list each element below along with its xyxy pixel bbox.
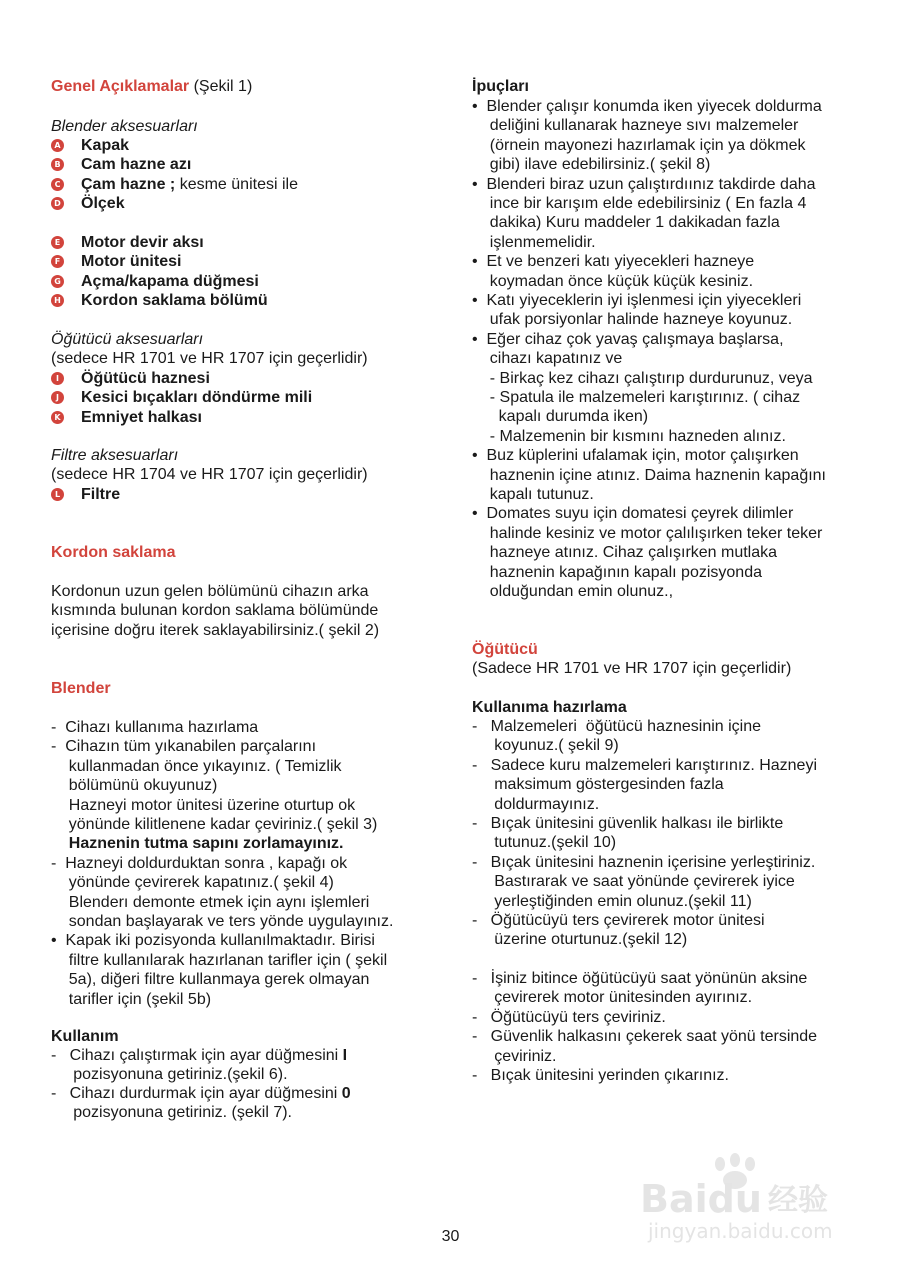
part-item bbox=[51, 136, 129, 155]
text-line: halinde kesiniz ve motor çalılışırken teker teker bbox=[472, 524, 823, 542]
text-line: • Et ve benzeri katı yiyecekleri hazneye bbox=[472, 253, 755, 271]
part-name: Öğütücü haznesi bbox=[81, 370, 210, 387]
text-line: deliğini kullanarak hazneye sıvı malzemeler bbox=[472, 117, 799, 135]
part-name: Kordon saklama bölümü bbox=[81, 292, 268, 310]
text-line: çeviriniz. bbox=[472, 1047, 557, 1065]
part-item bbox=[51, 175, 298, 194]
text-line: - Öğütücüyü ters çevirerek motor ünitesi bbox=[472, 912, 765, 929]
part-name: Ölçek bbox=[81, 195, 125, 213]
text-line: - Malzemenin bir kısmını hazneden alınız. bbox=[472, 427, 786, 445]
page-number: 30 bbox=[441, 1228, 460, 1245]
watermark-cn: 经验 bbox=[768, 1183, 828, 1218]
grinder-note: (sedece HR 1701 ve HR 1707 için geçerlidir) bbox=[51, 350, 368, 367]
text-line: kullanmadan önce yıkayınız. ( Temizlik bbox=[51, 757, 342, 775]
part-letter-badge: I bbox=[51, 372, 64, 385]
text-line: haznenin kapağının kapalı pozisyonda bbox=[472, 563, 762, 581]
part-name: Kapak bbox=[81, 137, 130, 154]
usage-line-stop-cont: pozisyonuna getiriniz. (şekil 7). bbox=[51, 1104, 292, 1121]
part-letter-badge: L bbox=[51, 488, 64, 501]
text-line: - Malzemeleri öğütücü haznesinin içine bbox=[472, 718, 762, 735]
text-line: içerisine doğru iterek saklayabilirsiniz.( şekil 2) bbox=[51, 621, 380, 639]
text-line: işlenmemelidir. bbox=[472, 233, 596, 251]
text-line: - Bıçak ünitesini yerinden çıkarınız. bbox=[472, 1067, 729, 1084]
text-line: • Buz küplerini ufalamak için, motor çalışırken bbox=[472, 447, 799, 465]
usage-line-start: - Cihazı çalıştırmak için ayar düğmesini I bbox=[51, 1047, 348, 1064]
text-line: - Bıçak ünitesini haznenin içerisine yerleştiriniz. bbox=[472, 853, 816, 871]
text-line: koymadan önce küçük küçük kesiniz. bbox=[472, 272, 754, 290]
text-line: - Sadece kuru malzemeleri karıştırınız. Hazneyi bbox=[472, 756, 818, 774]
text-line: • Eğer cihaz çok yavaş çalışmaya başlarsa, bbox=[472, 330, 784, 348]
part-name: Çam hazne ; bbox=[81, 175, 176, 193]
text-line: yönünde çevirerek kapatınız.( şekil 4) bbox=[51, 874, 334, 892]
grinder-accessories-label: Öğütücü aksesuarları bbox=[51, 331, 204, 348]
baidu-watermark bbox=[640, 1150, 860, 1245]
preparation-heading: Kullanıma hazırlama bbox=[472, 699, 627, 716]
watermark-url: jingyan.baidu.com bbox=[648, 1219, 833, 1243]
part-letter-badge: E bbox=[51, 236, 64, 249]
part-item bbox=[51, 194, 125, 213]
text-line: - Cihazın tüm yıkanabilen parçalarını bbox=[51, 738, 317, 756]
part-letter-badge: H bbox=[51, 294, 64, 307]
text-line: dakika) Kuru maddeler 1 dakikadan fazla bbox=[472, 214, 780, 232]
text-line: kapalı tutunuz. bbox=[472, 486, 594, 503]
part-item bbox=[51, 233, 204, 252]
text-line: kapalı durumda iken) bbox=[472, 408, 649, 426]
part-letter-badge: A bbox=[51, 139, 64, 152]
text-line: • Kapak iki pozisyonda kullanılmaktadır. Birisi bbox=[51, 932, 375, 950]
grinder-validity-note: (Sadece HR 1701 ve HR 1707 için geçerlidir) bbox=[472, 660, 792, 677]
text-line: • Katı yiyeceklerin iyi işlenmesi için yiyecekleri bbox=[472, 292, 802, 309]
text-line: Kordonun uzun gelen bölümünü cihazın arka bbox=[51, 583, 369, 600]
text-line: sondan başlayarak ve ters yönde uygulayınız. bbox=[51, 913, 394, 930]
cord-storage-heading: Kordon saklama bbox=[51, 544, 176, 561]
text-line: haznenin içine atınız. Daima haznenin kapağını bbox=[472, 466, 826, 484]
part-item bbox=[51, 272, 259, 291]
part-name: Açma/kapama düğmesi bbox=[81, 272, 259, 290]
text-line: filtre kullanılarak hazırlanan tarifler için ( şekil bbox=[51, 951, 388, 969]
part-name: Emniyet halkası bbox=[81, 408, 202, 426]
blender-heading: Blender bbox=[51, 680, 111, 697]
part-name: Filtre bbox=[81, 486, 121, 503]
text-line: - Öğütücüyü ters çeviriniz. bbox=[472, 1008, 666, 1026]
text-line: • Domates suyu için domatesi çeyrek dilimler bbox=[472, 505, 794, 523]
text-line: ufak porsiyonlar halinde hazneye koyunuz. bbox=[472, 311, 793, 329]
part-letter-badge: C bbox=[51, 178, 64, 191]
text-line: tutunuz.(şekil 10) bbox=[472, 834, 617, 852]
text-line: - İşiniz bitince öğütücüyü saat yönünün aksine bbox=[472, 970, 808, 987]
usage-heading: Kullanım bbox=[51, 1028, 119, 1045]
text-line: kısmında bulunan kordon saklama bölümünde bbox=[51, 602, 379, 620]
part-name: Cam hazne azı bbox=[81, 156, 192, 174]
part-name: Motor ünitesi bbox=[81, 253, 182, 271]
text-line: - Birkaç kez cihazı çalıştırıp durdurunuz, veya bbox=[472, 369, 813, 387]
text-line: Haznenin tutma sapını zorlamayınız. bbox=[51, 835, 344, 853]
usage-line-stop: - Cihazı durdurmak için ayar düğmesini 0 bbox=[51, 1085, 351, 1102]
filter-note: (sedece HR 1704 ve HR 1707 için geçerlidir) bbox=[51, 466, 368, 483]
text-line: Hazneyi motor ünitesi üzerine oturtup ok bbox=[51, 796, 356, 814]
text-line: koyunuz.( şekil 9) bbox=[472, 737, 619, 755]
text-line: - Bıçak ünitesini güvenlik halkası ile birlikte bbox=[472, 815, 784, 832]
part-item bbox=[51, 485, 120, 504]
tips-heading: İpuçları bbox=[472, 78, 529, 95]
text-line: (örnein mayonezi hazırlamak için ya dökmek bbox=[472, 136, 806, 154]
usage-line-start-cont: pozisyonuna getiriniz.(şekil 6). bbox=[51, 1066, 288, 1083]
part-extra: kesme ünitesi ile bbox=[175, 175, 298, 193]
text-line: • Blender çalışır konumda iken yiyecek doldurma bbox=[472, 98, 822, 115]
part-letter-badge: K bbox=[51, 411, 64, 424]
text-line: - Güvenlik halkasını çekerek saat yönü tersinde bbox=[472, 1028, 818, 1046]
part-item bbox=[51, 388, 312, 407]
part-letter-badge: G bbox=[51, 275, 64, 288]
part-item bbox=[51, 155, 191, 174]
text-line: - Hazneyi doldurduktan sonra , kapağı ok bbox=[51, 854, 348, 872]
text-line: - Spatula ile malzemeleri karıştırınız. ( cihaz bbox=[472, 389, 801, 406]
text-line: yönünde kilitlenene kadar çeviriniz.( şekil 3) bbox=[51, 816, 378, 833]
text-line: maksimum göstergesinden fazla bbox=[472, 776, 724, 794]
general-descriptions-heading: Genel Açıklamalar (Şekil 1) bbox=[51, 78, 253, 95]
part-letter-badge: J bbox=[51, 391, 64, 404]
text-line: ince bir karışım elde edebilirsiniz ( En fazla 4 bbox=[472, 195, 807, 212]
part-item bbox=[51, 252, 181, 271]
part-letter-badge: B bbox=[51, 158, 64, 171]
text-line: - Cihazı kullanıma hazırlama bbox=[51, 719, 259, 736]
text-line: cihazı kapatınız ve bbox=[472, 350, 623, 368]
text-line: çevirerek motor ünitesinden ayırınız. bbox=[472, 989, 753, 1007]
text-line: Bastırarak ve saat yönünde çevirerek iyice bbox=[472, 873, 795, 891]
blender-accessories-label: Blender aksesuarları bbox=[51, 118, 198, 135]
text-line: yerleştiğinden emin olunuz.(şekil 11) bbox=[472, 892, 752, 910]
watermark-brand: Baidu bbox=[640, 1177, 762, 1221]
text-line: Blenderı demonte etmek için aynı işlemleri bbox=[51, 893, 370, 911]
text-line: doldurmayınız. bbox=[472, 795, 600, 813]
text-line: 5a), diğeri filtre kullanmaya gerek olmayan bbox=[51, 971, 370, 989]
part-letter-badge: F bbox=[51, 255, 64, 268]
text-line: tarifler için (şekil 5b) bbox=[51, 990, 212, 1008]
text-line: olduğundan emin olunuz., bbox=[472, 583, 674, 600]
part-letter-badge: D bbox=[51, 197, 64, 210]
grinder-heading: Öğütücü bbox=[472, 641, 538, 658]
part-name: Kesici bıçakları döndürme mili bbox=[81, 389, 313, 407]
text-line: gibi) ilave edebilirsiniz.( şekil 8) bbox=[472, 156, 711, 174]
text-line: bölümünü okuyunuz) bbox=[51, 777, 218, 795]
part-name: Motor devir aksı bbox=[81, 234, 204, 251]
filter-accessories-label: Filtre aksesuarları bbox=[51, 447, 179, 464]
text-line: hazneye atınız. Cihaz çalışırken mutlaka bbox=[472, 544, 778, 562]
text-line: • Blenderi biraz uzun çalıştırdıınız takdirde daha bbox=[472, 175, 816, 193]
part-item bbox=[51, 369, 210, 388]
part-item bbox=[51, 408, 202, 427]
part-item bbox=[51, 291, 268, 310]
text-line: üzerine oturtunuz.(şekil 12) bbox=[472, 931, 688, 949]
